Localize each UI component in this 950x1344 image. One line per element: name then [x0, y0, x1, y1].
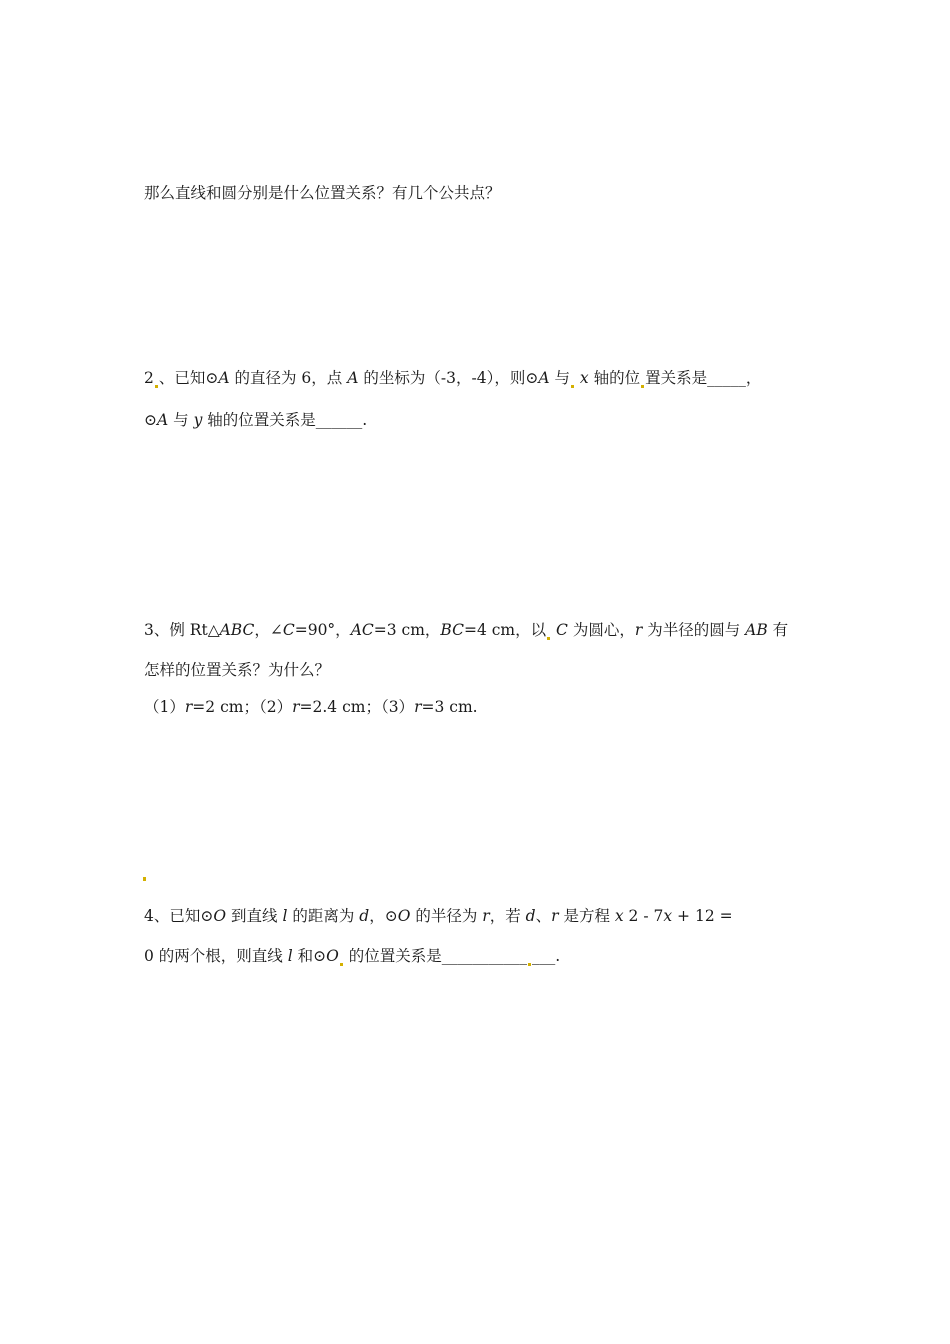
- highlight-mark: [340, 963, 343, 966]
- highlight-mark: [641, 385, 644, 388]
- highlight-mark: [528, 963, 531, 966]
- highlight-mark: [155, 385, 158, 388]
- q4-text: 4、已知⊙O 到直线 l 的距离为 d，⊙O 的半径为 r，若 d、r 是方程 x 2 - 7x + 12 =: [144, 907, 733, 925]
- question-4-line-1: [144, 906, 809, 926]
- question-3-line-1: [144, 620, 809, 640]
- highlight-mark: [143, 877, 146, 881]
- question-3-options: （1）r=2 cm；（2）r=2.4 cm；（3）r=3 cm.: [144, 698, 478, 716]
- question-3-line-2: 怎样的位置关系？为什么？: [144, 661, 331, 679]
- question-4-line-2: 0 的两个根，则直线 l 和⊙O 的位置关系是___________ ___.: [144, 947, 561, 965]
- q3-text: 3、例 Rt△ABC，∠C=90°，AC=3 cm，BC=4 cm，以 C 为圆心，r 为半径的圆与 AB 有: [144, 621, 789, 639]
- question-2-line-2: ⊙A 与 y 轴的位置关系是______.: [144, 411, 368, 429]
- question-2-line-1: [144, 368, 809, 388]
- intro-question: 那么直线和圆分别是什么位置关系？有几个公共点？: [144, 184, 501, 202]
- highlight-mark: [571, 385, 574, 388]
- q2-text: 2 、已知⊙A 的直径为 6，点 A 的坐标为（-3，-4），则⊙A 与 x 轴的位 置关系是_____，: [144, 369, 762, 387]
- highlight-mark: [547, 637, 550, 640]
